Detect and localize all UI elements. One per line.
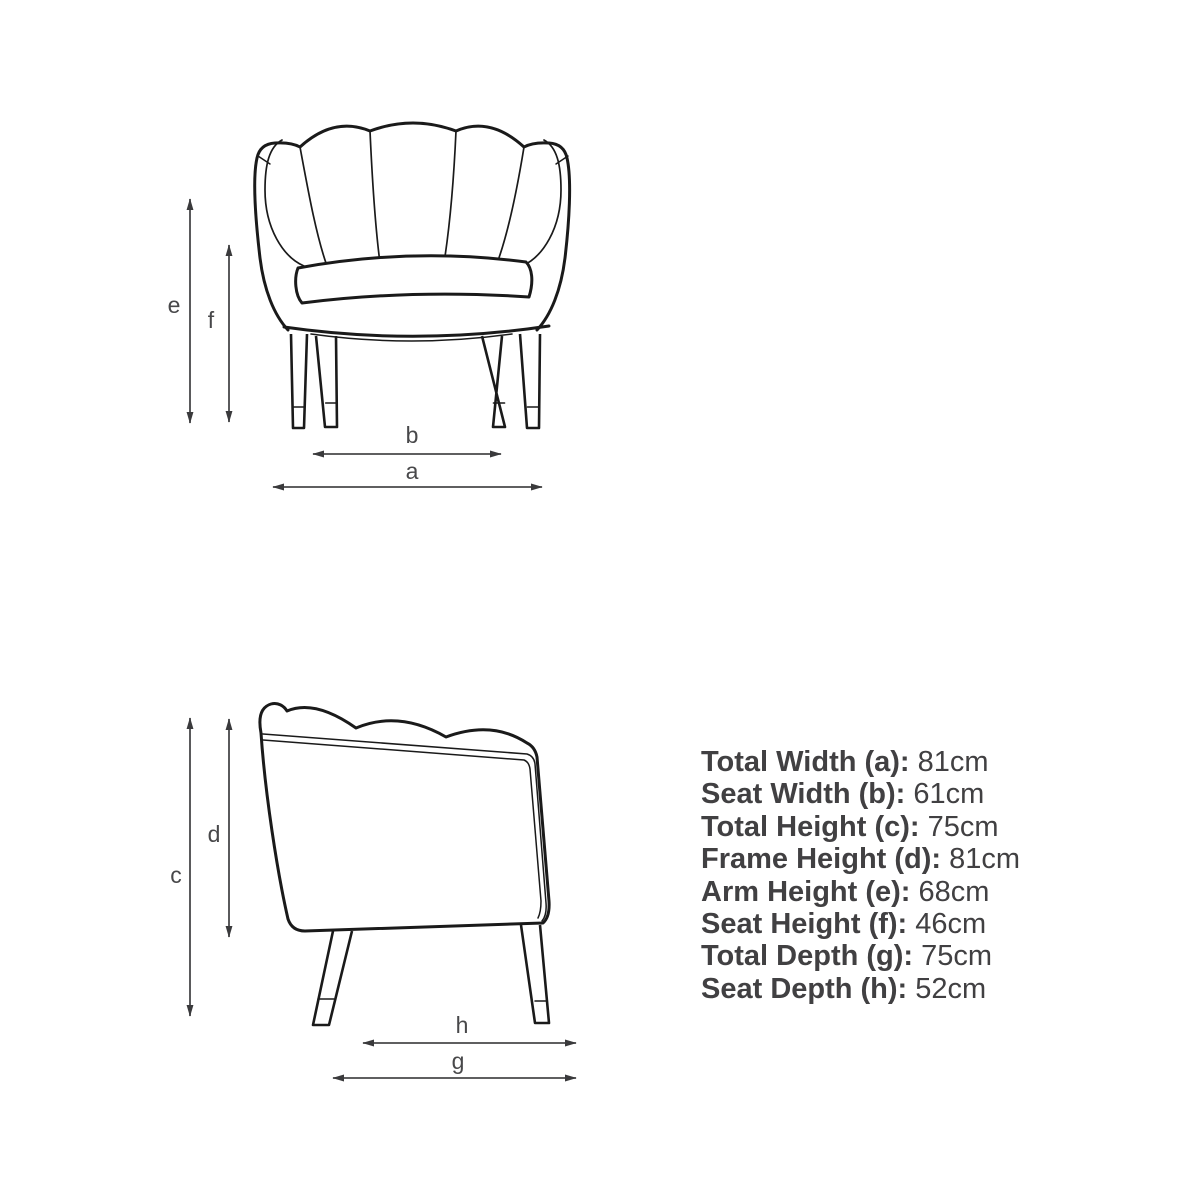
- front-view-legs: [291, 334, 540, 428]
- spec-label: Seat Height (f):: [701, 908, 908, 941]
- dimension-label-c: c: [170, 862, 182, 888]
- spec-value: 75cm: [913, 940, 993, 973]
- front-leg-inner-left: [316, 336, 337, 427]
- side-leg-front: [521, 925, 549, 1023]
- spec-value: 68cm: [910, 875, 990, 908]
- spec-value: 81cm: [909, 746, 989, 778]
- spec-value: 52cm: [907, 972, 987, 1005]
- front-arm-roll-left: [265, 140, 304, 266]
- front-seam: [300, 147, 327, 266]
- spec-label: Total Width (a):: [701, 746, 910, 778]
- dimension-label-g: g: [451, 1048, 465, 1074]
- spec-row: [701, 811, 1020, 843]
- spec-label: Seat Width (b):: [701, 778, 906, 811]
- spec-value: 75cm: [919, 810, 999, 843]
- spec-label: Total Depth (g):: [701, 940, 914, 973]
- spec-row: [701, 940, 1020, 972]
- dimension-label-a: a: [405, 458, 419, 484]
- spec-list: [701, 746, 1020, 1005]
- front-leg-outer-right: [520, 334, 540, 428]
- dimension-label-f: f: [207, 307, 215, 333]
- spec-row: [701, 973, 1020, 1005]
- spec-label: Arm Height (e):: [701, 875, 911, 908]
- spec-row: [701, 843, 1020, 875]
- side-view-legs: [313, 925, 549, 1025]
- dimension-label-b: b: [405, 422, 419, 448]
- chair-front-view: [255, 123, 570, 428]
- dimension-label-h: h: [455, 1012, 469, 1038]
- spec-row: [701, 908, 1020, 940]
- front-seam: [444, 131, 456, 263]
- spec-row: [701, 746, 1020, 778]
- spec-value: 61cm: [905, 778, 985, 811]
- spec-row: [701, 778, 1020, 810]
- front-leg-inner-right: [482, 336, 505, 427]
- front-seam: [370, 131, 380, 263]
- dimension-label-d: d: [207, 821, 221, 847]
- spec-row: [701, 876, 1020, 908]
- side-leg-back: [313, 931, 352, 1025]
- front-seam: [496, 147, 524, 266]
- spec-value: 81cm: [941, 843, 1021, 876]
- chair-side-view: [260, 703, 549, 1025]
- dimension-label-e: e: [167, 292, 181, 318]
- front-leg-outer-left: [291, 334, 307, 428]
- spec-label: Total Height (c):: [701, 810, 920, 843]
- spec-label: Seat Depth (h):: [701, 972, 908, 1005]
- front-seat-cushion: [296, 256, 532, 303]
- front-arm-roll-right: [522, 140, 561, 266]
- spec-value: 46cm: [907, 908, 987, 941]
- spec-label: Frame Height (d):: [701, 843, 942, 876]
